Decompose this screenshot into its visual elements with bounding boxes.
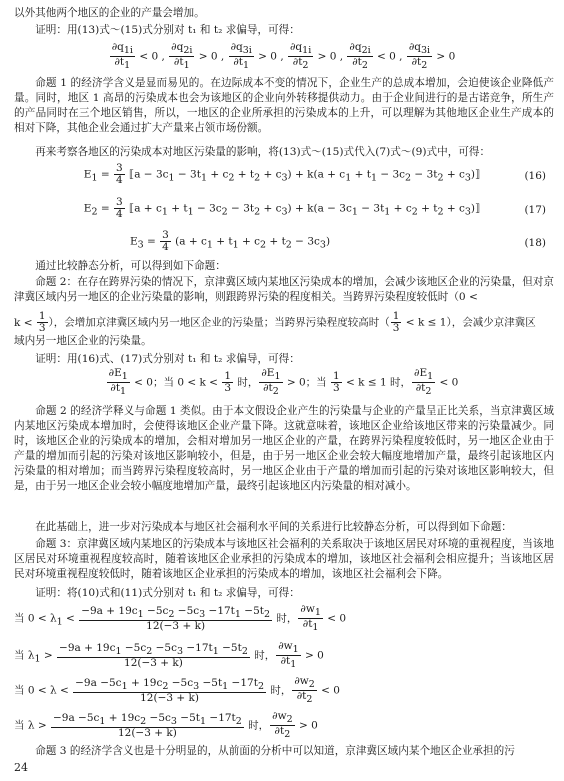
proposition-2: 命题 2：在存在跨界污染的情况下，京津冀区域内某地区污染成本的增加，会减少该地区企业的污染量，但对京津冀区域内另一地区的企业污染量的影响，则跟跨界污染的程度相关。当跨界污染程度较低时（0 < xyxy=(14,276,554,303)
proof-3-intro: 证明：将(10)式和(11)式分别对 t₁ 和 t₂ 求偏导，可得： xyxy=(35,587,300,599)
equation-number-16: (16) xyxy=(524,170,546,182)
proposition-3: 命题 3：京津冀区域内某地区的污染成本与该地区社会福利的关系取决于该地区居民对环境的重视程度，当该地区居民对环境重视程度较高时，随着该地区企业承担的污染成本的增加，该地区社会福利会相应提升；当该地区居民对环境重视程度较低时，随着该地区企业承担的污染成本的增加，该地区社会福利会下降。 xyxy=(14,538,554,580)
proposition-2-explanation: 命题 2 的经济学释义与命题 1 类似。由于本文假设企业产生的污染量与企业的产量呈正比关系，当京津冀区域内某地区污染成本增加时，会使得该地区企业产量下降。这就意味着，该地区企业给该地区带来的污染量减少。同时，该地区企业的污染成本的增加，会相对增加另一地区企业的产量，在跨界污染程度较低时，另一地区企业由于产量的增加而引起的污染对该地区影响较小，但是，由于另一地区企业会较大幅度地增加产量，最终引起该地区内污染量的相对增加；而当跨界污染程度较高时，另一地区企业由于产量的增加而引起的污染对该地区影响较大，但是，由于另一地区企业会较小幅度地增加产量，最终引起该地区内污染量的相对减小。 xyxy=(14,405,554,492)
equation-dE: $\frac{\partial E_1}{\partial t_1}$ < 0；当 0 < k < $\frac{1}{3}$ 时， $\frac{\partial E_1}{\partial t_2}$ > 0；当 $\frac{1}{3}$ < k ≤ 1 时， $\frac{\partial E_1}{\partial t_2}$ < 0 xyxy=(108,367,459,398)
proof-1-intro: 证明：用(13)式～(15)式分别对 t₁ 和 t₂ 求偏导，可得： xyxy=(35,24,300,36)
proposition-1-explanation: 命题 1 的经济学含义是显而易见的。在边际成本不变的情况下，企业生产的总成本增加，会迫使该企业降低产量。同时，地区 1 高昂的污染成本也会为该地区的企业向外转移提供动力。由于企业间进行的是古诺竞争，所生产的产品同时在三个地区销售，所以，一地区的企业所承担的污染成本的上升，可以理解为其他地区企业生产成本的相对下降，其他企业会通过扩大产量来占领市场份额。 xyxy=(14,77,554,134)
proposition-3-explanation: 命题 3 的经济学含义也是十分明显的，从前面的分析中可以知道，京津冀区域内某个地区企业承担的污 xyxy=(35,745,515,757)
equation-17: $E_2$ = $\frac{3}{4}$ ⟦a + $c_1 + t_1 - 3c_2 - 3t_2 + c_3) + k(a - 3c_1 - 3t_1 + c_2 + t_2$ + $c_3)⟧$ xyxy=(83,196,481,220)
equation-number-17: (17) xyxy=(524,204,546,216)
pollution-intro: 再来考察各地区的污染成本对地区污染量的影响，将(13)式～(15)式代入(7)式～(9)式中，可得： xyxy=(35,146,491,158)
equation-w1: 当 $0 < \lambda_1$ < $\frac{-9a + 19c_1 -5c_2 -5c_3 -17t_1 -5t_2}{12(-3 + k)}$ 时， $\frac{\partial w_1}{\partial t_1}$ < 0 xyxy=(14,603,347,634)
equation-w2: 当 $\lambda_1$ > $\frac{-9a + 19c_1 -5c_2 -5c_3 -17t_1 -5t_2}{12(-3 + k)}$ 时， $\frac{\partial w_1}{\partial t_1}$ > 0 xyxy=(14,640,324,671)
proposition-2-line3: k < $\frac{1}{3}$ ），会增加京津冀区域内另一地区企业的污染量；当跨界污染程度较高时（ $\frac{1}{3}$ < k ≤ 1），会减少京津冀区 xyxy=(14,310,536,334)
welfare-intro: 在此基础上，进一步对污染成本与地区社会福利水平间的关系进行比较静态分析，可以得到如下命题： xyxy=(35,521,512,533)
paragraph-continuation: 以外其他两个地区的企业的产量会增加。 xyxy=(14,7,205,19)
equation-18: $E_3$ = $\frac{3}{4}$ $(a + c_1 + t_1 + c_2 + t_2 - 3c_3)$ xyxy=(129,229,331,253)
proposition-2-end: 域内另一地区企业的污染量。 xyxy=(14,335,152,347)
equation-partials: $\frac{\partial q_{1i}}{\partial t_1}$ < 0 , $\frac{\partial q_{2i}}{\partial t_1}$ > 0 , $\frac{\partial q_{3i}}{\partial t_1}$ > 0 , $\frac{\partial q_{1i}}{\partial t_2}$ > 0 , $\frac{\partial q_{2i}}{\partial t_2}$ < 0 , $\frac{\partial q_{3i}}{\partial t_2}$ > 0 xyxy=(111,41,456,72)
equation-number-18: (18) xyxy=(524,237,546,249)
static-analysis-intro: 通过比较静态分析，可以得到如下命题： xyxy=(35,260,226,272)
proof-2-intro: 证明：用(16)式、(17)式分别对 t₁ 和 t₂ 求偏导，可得： xyxy=(35,353,300,365)
equation-w4: 当 λ > $\frac{-9a -5c_1 + 19c_2 -5c_3 -5t_1 -17t_2}{12(-3 + k)}$ 时， $\frac{\partial w_2}{\partial t_2}$ > 0 xyxy=(14,710,318,741)
page-number: 24 xyxy=(14,761,28,774)
equation-w3: 当 0 < λ < $\frac{-9a -5c_1 + 19c_2 -5c_3 -5t_1 -17t_2}{12(-3 + k)}$ 时， $\frac{\partial w_2}{\partial t_2}$ < 0 xyxy=(14,675,340,706)
equation-16: $E_1$ = $\frac{3}{4}$ ⟦a − $3c_1 - 3t_1 + c_2 + t_2 + c_3) + k(a + c_1 + t_1 - 3c_2 - 3t_2$ + $c_3)⟧$ xyxy=(83,162,481,186)
